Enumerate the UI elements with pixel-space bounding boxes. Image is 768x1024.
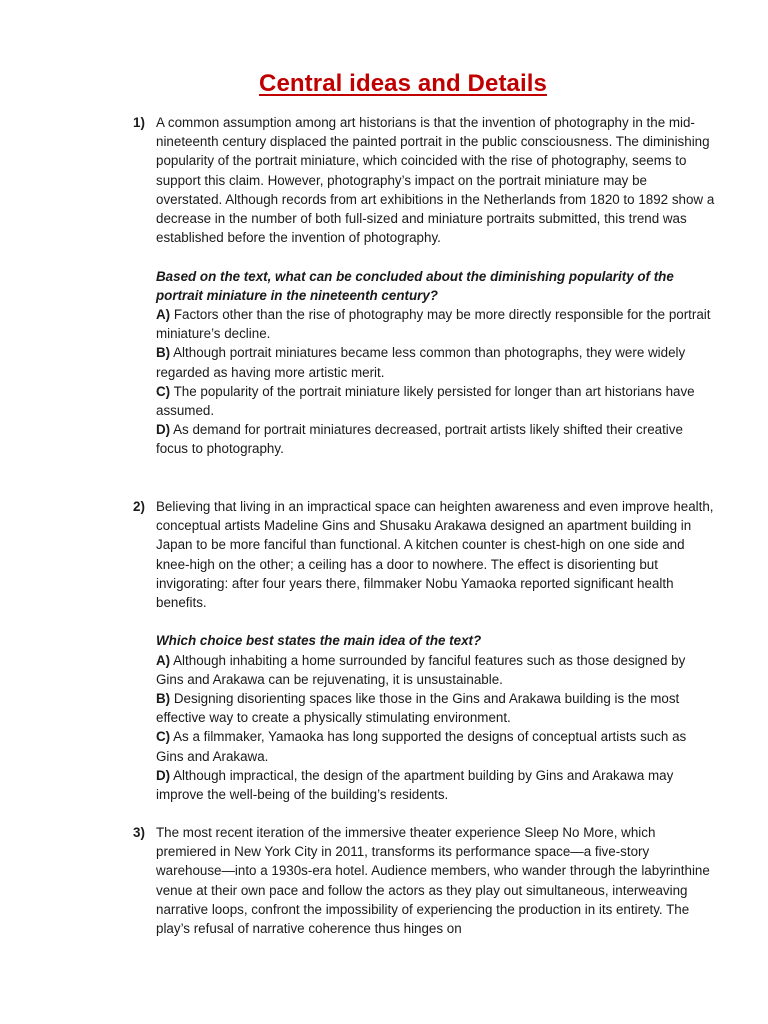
question-body — [156, 113, 716, 459]
choice-text: Factors other than the rise of photography may be more directly responsible for the portrait miniature’s decline. — [156, 307, 711, 342]
choice-letter: C) — [156, 729, 171, 745]
choice-letter: D) — [156, 767, 171, 783]
choice-letter: A) — [156, 307, 171, 323]
answer-choice-d — [156, 420, 716, 458]
answer-choice-c — [156, 727, 716, 765]
answer-choice-d — [156, 766, 716, 804]
passage-text: Believing that living in an impractical space can heighten awareness and even improve health, conceptual artists Madeline Gins and Shusaku Arakawa designed an apartment building in Japan to be more fanciful than functional. A kitchen counter is chest-high on one side and knee-high on the other; a ceiling has a door to nowhere. The effect is disorienting but invigorating: after four years there, filmmaker Nobu Yamaoka reported significant health benefits. — [156, 499, 714, 611]
choice-text: Designing disorienting spaces like those in the Gins and Arakawa building is the most effective way to create a physically stimulating environment. — [156, 691, 680, 726]
passage-text: The most recent iteration of the immersive theater experience Sleep No More, which premiered in New York City in 2011, transforms its performance space—a five-story warehouse—into a 1930s-era hotel. Audience members, who wander through the labyrinthine venue at their own pace and follow the actors as they play out simultaneous, interweaving narrative loops, confront the impossibility of experiencing the production in its entirety. The play’s refusal of narrative coherence thus hinges on — [156, 825, 710, 937]
question-number: 2) — [133, 499, 145, 514]
choice-text: As demand for portrait miniatures decreased, portrait artists likely shifted their creative focus to photography. — [156, 422, 683, 457]
choice-text: Although portrait miniatures became less common than photographs, they were widely regarded as having more artistic merit. — [156, 345, 686, 380]
question-body — [156, 823, 716, 938]
choice-letter: D) — [156, 422, 171, 438]
question-prompt: Which choice best states the main idea of the text? — [156, 633, 482, 649]
choice-text: Although inhabiting a home surrounded by fanciful features such as those designed by Gins and Arakawa can be rejuvenating, it is unsustainable. — [156, 652, 686, 687]
choice-text: Although impractical, the design of the apartment building by Gins and Arakawa may improve the well-being of the building’s residents. — [156, 767, 674, 803]
question-1 — [126, 113, 716, 459]
question-3 — [126, 823, 716, 938]
answer-choice-b — [156, 689, 716, 727]
choice-text: The popularity of the portrait miniature likely persisted for longer than art historians have assumed. — [156, 383, 695, 419]
answer-choice-b — [156, 343, 716, 381]
choice-letter: A) — [156, 652, 171, 668]
choice-text: As a filmmaker, Yamaoka has long supported the designs of conceptual artists such as Gins and Arakawa. — [156, 729, 687, 764]
choice-letter: B) — [156, 345, 171, 361]
question-prompt: Based on the text, what can be concluded about the diminishing popularity of the portrait miniature in the nineteenth century? — [156, 268, 674, 303]
answer-choice-a — [156, 651, 716, 689]
question-2 — [126, 497, 716, 804]
answer-choice-c — [156, 382, 716, 420]
page-title: Central ideas and Details — [259, 70, 547, 97]
choice-letter: B) — [156, 691, 171, 707]
passage-text: A common assumption among art historians is that the invention of photography in the mid-nineteenth century displaced the painted portrait in the public consciousness. The diminishing popularity of the portrait miniature, which coincided with the rise of photography, seems to support this claim. However, photography’s impact on the portrait miniature may be overstated. Although records from art exhibitions in the Netherlands from 1820 to 1892 show a decrease in the number of both full-sized and miniature portraits submitted, this trend was established before the invention of photography. — [156, 115, 715, 246]
choice-letter: C) — [156, 383, 171, 399]
question-body — [156, 497, 716, 804]
question-number: 1) — [133, 115, 145, 130]
question-number: 3) — [133, 825, 145, 840]
answer-choice-a — [156, 305, 716, 343]
